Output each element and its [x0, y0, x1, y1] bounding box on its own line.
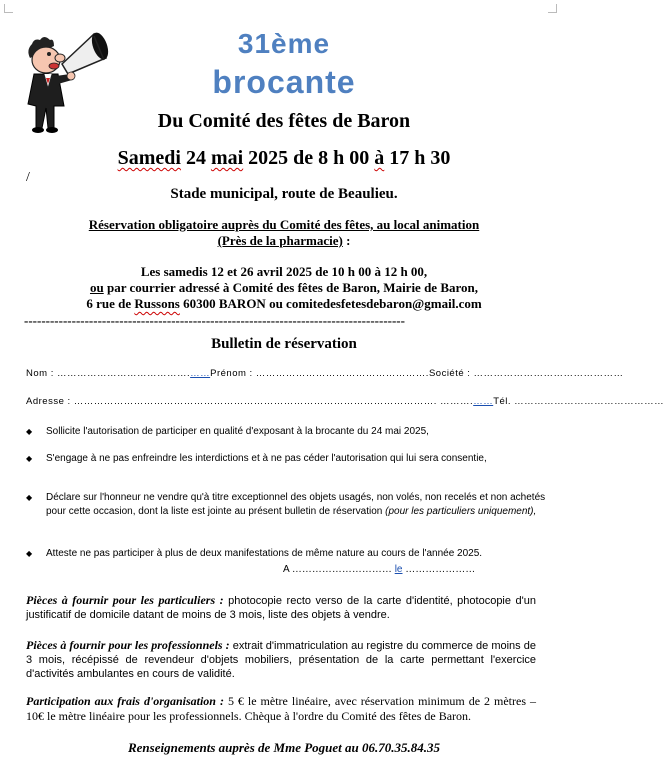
title-brocante: brocante	[212, 64, 356, 100]
signature-le-dots[interactable]: …………………	[402, 564, 476, 575]
date-rest1: 2025 de 8 h 00	[248, 147, 370, 169]
adresse-field[interactable]: Adresse : ………………………………………………………………………………………………. ……….	[26, 396, 474, 407]
crop-mark-right	[548, 4, 557, 13]
diamond-bullet-icon: ◆	[26, 549, 33, 558]
contact-line3-b: 60300 BARON ou comitedesfetesdebaron@gmail.com	[179, 296, 482, 311]
reservation-line1: Réservation obligatoire auprès du Comité des fêtes, au local animation	[88, 217, 480, 232]
diamond-bullet-icon: ◆	[26, 454, 33, 463]
bullet-text: Déclare sur l'honneur ne vendre qu'à titre exceptionnel des objets usagés, non volés, non recelés et non achetés pour cette occasion, dont la liste est jointe au présent bulletin de réservation	[46, 492, 546, 517]
nom-field[interactable]: Nom : ………………………………….	[26, 368, 191, 379]
pieces-particuliers-text: photocopie recto verso de la carte d'identité, photocopie d'un justificatif de domicile datant de moins de 3 mois, liste des objets à vendre.	[26, 595, 536, 621]
crop-mark-left	[4, 4, 13, 13]
heading-date	[0, 147, 568, 170]
contact-russons: Russons	[134, 296, 180, 311]
prenom-societe-field[interactable]: Prénom : …………………………………………….Société : ………………………………………	[210, 368, 624, 379]
date-month: mai	[210, 147, 244, 169]
separator-line: ----------------------------------------------------------------------------------------	[24, 313, 405, 328]
bulletin-title: Bulletin de réservation	[211, 336, 357, 352]
pieces-pros-label: Pièces à fournir pour les professionnels :	[26, 638, 230, 652]
title-number: 31ème	[237, 28, 331, 59]
date-a: à	[374, 147, 385, 169]
list-item	[26, 452, 546, 480]
date-day: 24	[185, 147, 206, 169]
signature-line	[283, 564, 475, 575]
contact-line2-rest: par courrier adressé à Comité des fêtes de Baron, Mairie de Baron,	[103, 280, 479, 295]
location-text: Stade municipal, route de Beaulieu.	[170, 186, 398, 202]
adresse-blue-dots: ……	[473, 396, 494, 407]
stray-slash: /	[26, 170, 30, 185]
contact-line1: Les samedis 12 et 26 avril 2025 de 10 h 00 à 12 h 00,	[140, 264, 428, 279]
bullet-italic: (pour les particuliers uniquement),	[385, 506, 537, 517]
signature-le: le	[394, 564, 403, 575]
heading-comite: Du Comité des fêtes de Baron	[157, 110, 411, 132]
contact-block	[0, 264, 568, 312]
diamond-bullet-icon: ◆	[26, 427, 33, 436]
contact-ou: ou	[89, 280, 104, 295]
signature-a[interactable]: A …………………………	[283, 564, 392, 575]
reservation-line2: (Près de la pharmacie)	[217, 233, 343, 248]
participation-text: 5 € le mètre linéaire, avec réservation minimum de 2 mètres – 10€ le mètre linéaire pour les professionnels. Chèque à l'ordre du Comité des fêtes de Baron.	[26, 694, 536, 723]
contact-line3-a: 6 rue de	[86, 296, 135, 311]
list-item	[26, 547, 546, 561]
pieces-professionnels	[26, 638, 536, 681]
bullet-text: Sollicite l'autorisation de participer en qualité d'exposant à la brocante du 24 mai 2025,	[46, 426, 429, 437]
pieces-particuliers-label: Pièces à fournir pour les particuliers :	[26, 593, 224, 607]
tel-field[interactable]: Tél. ………………………………………	[493, 396, 664, 407]
diamond-bullet-icon: ◆	[26, 493, 33, 502]
participation	[26, 694, 536, 724]
reservation-line2-wrap	[0, 233, 568, 249]
reservation-line2-suffix: :	[342, 233, 351, 248]
pieces-particuliers	[26, 593, 536, 622]
contact-line3	[0, 296, 568, 312]
nom-blue-dots: ……	[190, 368, 211, 379]
form-row-nom	[26, 368, 624, 379]
bullet-text: S'engage à ne pas enfreindre les interdictions et à ne pas céder l'autorisation qui lui sera consentie,	[46, 453, 487, 464]
contact-line2	[0, 280, 568, 296]
list-item	[26, 491, 546, 533]
form-row-adresse	[26, 396, 664, 407]
renseignements: Renseignements auprès de Mme Poguet au 06.70.35.84.35	[127, 740, 440, 755]
bullet-text-wrap	[46, 491, 546, 519]
list-item	[26, 425, 546, 439]
participation-label: Participation aux frais d'organisation :	[26, 694, 224, 708]
date-samedi: Samedi	[117, 147, 181, 169]
date-rest2: 17 h 30	[389, 147, 451, 169]
pieces-pros-text: extrait d'immatriculation au registre du commerce de moins de 3 mois, récépissé de revendeur d'objets mobiliers, présentation de la carte permettant l'exercice d'activités ambulantes en cours de validité.	[26, 640, 536, 680]
reservation-notice	[0, 217, 568, 249]
bullet-text: Atteste ne pas participer à plus de deux manifestations de même nature au cours de l'année 2025.	[46, 548, 483, 559]
